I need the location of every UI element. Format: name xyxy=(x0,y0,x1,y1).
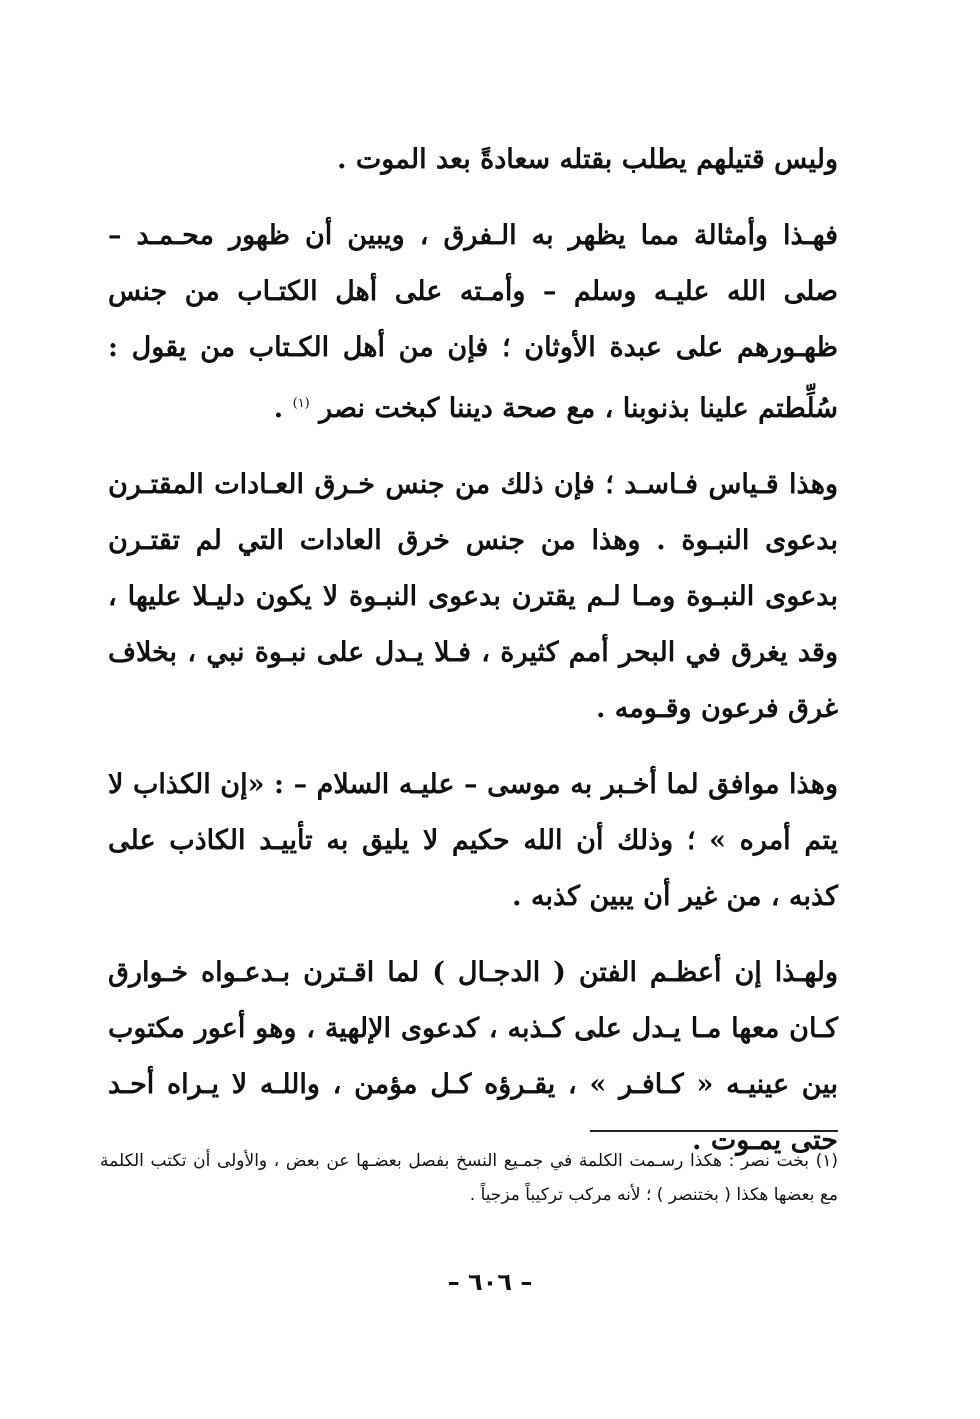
footnote-reference[interactable]: (١) xyxy=(292,396,310,411)
paragraph-5: ولهـذا إن أعظـم الفتن ( الدجـال ) لما اقـترن بـدعـواه خـوارق كـان معها مـا يـدل على كـذبه ، كدعوى الإلهية ، وهو أعور مكتوب بين عينيـه « كـافـر » ، يقـرؤه كـل مؤمن ، واللـه لا يـراه أحـد حتى يمـوت . xyxy=(108,957,838,1156)
footnote-divider xyxy=(590,1130,838,1132)
paragraph-4: وهذا موافق لما أخـبر به موسى – عليـه السلام – : «إن الكذاب لا يتم أمره » ؛ وذلك أن الله حكيم لا يليق به تأييـد الكاذب على كذبه ، من غير أن يبين كذبه . xyxy=(108,769,838,912)
page-number: – ٦٠٦ – xyxy=(447,1268,533,1296)
paragraph-1: وليس قتيلهم يطلب بقتله سعادةً بعد الموت . xyxy=(337,144,838,175)
paragraph-2 xyxy=(108,208,838,437)
main-text xyxy=(108,132,838,1189)
footnote-text: (١) بخت نصر : هكذا رسـمت الكلمة في جمـيع النسخ بفصل بعضـها عن بعض ، والأولى أن تكتب الكلمة مع بعضها هكذا ( بختنصر ) ؛ لأنه مركب تركيباً مزجياً . xyxy=(100,1151,838,1205)
paragraph-3: وهذا قـياس فـاسـد ؛ فإن ذلك من جنس خـرق العـادات المقتـرن بدعوى النبـوة . وهذا من جنس خرق العادات التي لم تقتـرن بدعوى النبـوة ومـا لـم يقترن بدعوى النبـوة لا يكون دليـلا عليها ، وقد يغرق في البحر أمم كثيرة ، فـلا يـدل على نبـوة نبي ، بخلاف غرق فرعون وقـومه . xyxy=(108,469,838,724)
paragraph-2-end: . xyxy=(273,393,284,424)
paragraph-2-text: فهـذا وأمثالة مما يظهر به الـفرق ، ويبين أن ظهور محـمـد – صلى الله عليـه وسلم – وأمـته على أهل الكتـاب من جنس ظهـورهم على عبدة الأوثان ؛ فإن من أهل الكـتاب من يقول : سُلِّطتم علينا بذنوبنا ، مع صحة ديننا كبخت نصر xyxy=(108,220,838,424)
